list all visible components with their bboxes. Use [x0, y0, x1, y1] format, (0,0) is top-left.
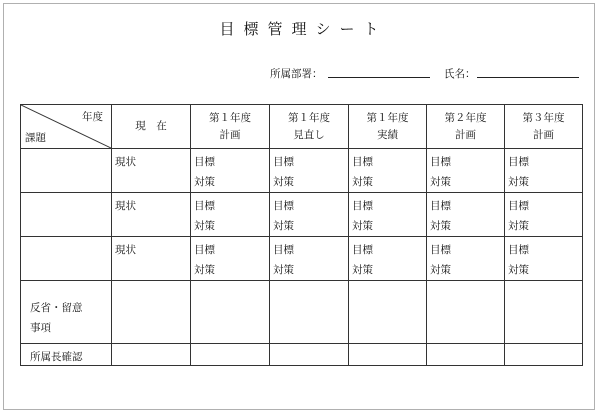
measure-label: 対策 [430, 264, 451, 276]
reflection-line2: 事項 [30, 322, 51, 334]
task-cell[interactable] [21, 237, 112, 281]
measure-label: 対策 [430, 176, 451, 188]
goal-label: 目標 [352, 244, 373, 256]
header-col-2 [270, 105, 349, 149]
sheet-title: 目標管理シート [219, 20, 388, 38]
info-row [4, 66, 594, 82]
header-col-5 [505, 105, 583, 149]
plan-cell[interactable] [505, 193, 583, 237]
goal-label: 目標 [273, 244, 294, 256]
approval-cell[interactable] [349, 344, 427, 366]
measure-label: 対策 [194, 264, 215, 276]
approval-cell[interactable] [427, 344, 505, 366]
header-current: 現 在 [112, 105, 191, 149]
plan-cell[interactable] [505, 149, 583, 193]
header-col-line2: 実績 [377, 128, 398, 141]
corner-task-label: 課題 [25, 132, 46, 144]
task-cell[interactable] [21, 193, 112, 237]
plan-cell[interactable] [270, 237, 349, 281]
header-col-line2: 見直し [293, 128, 325, 141]
plan-cell[interactable] [349, 237, 427, 281]
approval-cell[interactable] [270, 344, 349, 366]
measure-label: 対策 [273, 176, 294, 188]
header-row [21, 105, 583, 149]
plan-cell[interactable] [349, 149, 427, 193]
header-col-line1: 第３年度 [522, 111, 565, 124]
header-col-line2: 計画 [219, 128, 241, 141]
measure-label: 対策 [430, 220, 451, 232]
measure-label: 対策 [273, 264, 294, 276]
measure-label: 対策 [352, 220, 373, 232]
measure-label: 対策 [273, 220, 294, 232]
goal-label: 目標 [508, 244, 529, 256]
task-cell[interactable] [21, 149, 112, 193]
name-field[interactable] [477, 77, 579, 78]
goal-label: 目標 [508, 156, 529, 168]
measure-label: 対策 [194, 220, 215, 232]
approval-cell[interactable] [112, 344, 191, 366]
goal-label: 目標 [194, 244, 215, 256]
reflection-cell[interactable] [112, 281, 191, 344]
corner-cell [21, 105, 112, 149]
reflection-row [21, 281, 583, 344]
plan-cell[interactable] [270, 193, 349, 237]
reflection-cell[interactable] [270, 281, 349, 344]
plan-cell[interactable] [191, 149, 270, 193]
goal-label: 目標 [273, 156, 294, 168]
approval-row [21, 344, 583, 366]
approval-label: 所属長確認 [21, 344, 112, 366]
goal-table [20, 104, 583, 366]
status-cell[interactable]: 現状 [112, 149, 191, 193]
task-row-1 [21, 149, 583, 193]
goal-management-sheet [3, 3, 595, 410]
measure-label: 対策 [508, 264, 529, 276]
reflection-label [21, 281, 112, 344]
plan-cell[interactable] [191, 237, 270, 281]
status-cell[interactable]: 現状 [112, 193, 191, 237]
goal-label: 目標 [508, 200, 529, 212]
goal-label: 目標 [194, 200, 215, 212]
corner-year-label: 年度 [82, 111, 103, 123]
reflection-line1: 反省・留意 [30, 302, 83, 314]
plan-cell[interactable] [427, 237, 505, 281]
header-col-line2: 計画 [455, 128, 476, 141]
header-col-line1: 第２年度 [444, 111, 487, 124]
goal-label: 目標 [430, 156, 451, 168]
header-col-line1: 第１年度 [288, 111, 330, 124]
plan-cell[interactable] [427, 149, 505, 193]
plan-cell[interactable] [349, 193, 427, 237]
goal-label: 目標 [430, 200, 451, 212]
goal-label: 目標 [352, 156, 373, 168]
header-col-line1: 第１年度 [209, 111, 251, 124]
header-col-4 [427, 105, 505, 149]
measure-label: 対策 [352, 264, 373, 276]
task-row-2 [21, 193, 583, 237]
approval-cell[interactable] [505, 344, 583, 366]
measure-label: 対策 [194, 176, 215, 188]
reflection-cell[interactable] [505, 281, 583, 344]
reflection-cell[interactable] [191, 281, 270, 344]
department-label: 所属部署： [270, 68, 323, 80]
plan-cell[interactable] [427, 193, 505, 237]
reflection-cell[interactable] [349, 281, 427, 344]
header-col-1 [191, 105, 270, 149]
approval-cell[interactable] [191, 344, 270, 366]
goal-label: 目標 [194, 156, 215, 168]
plan-cell[interactable] [505, 237, 583, 281]
measure-label: 対策 [508, 176, 529, 188]
header-col-line2: 計画 [533, 128, 554, 141]
goal-label: 目標 [352, 200, 373, 212]
goal-label: 目標 [273, 200, 294, 212]
plan-cell[interactable] [191, 193, 270, 237]
task-row-3 [21, 237, 583, 281]
department-field[interactable] [328, 77, 430, 78]
measure-label: 対策 [352, 176, 373, 188]
plan-cell[interactable] [270, 149, 349, 193]
header-col-line1: 第１年度 [366, 111, 409, 124]
name-label: 氏名： [444, 68, 476, 80]
goal-label: 目標 [430, 244, 451, 256]
header-col-3 [349, 105, 427, 149]
status-cell[interactable]: 現状 [112, 237, 191, 281]
measure-label: 対策 [508, 220, 529, 232]
reflection-cell[interactable] [427, 281, 505, 344]
